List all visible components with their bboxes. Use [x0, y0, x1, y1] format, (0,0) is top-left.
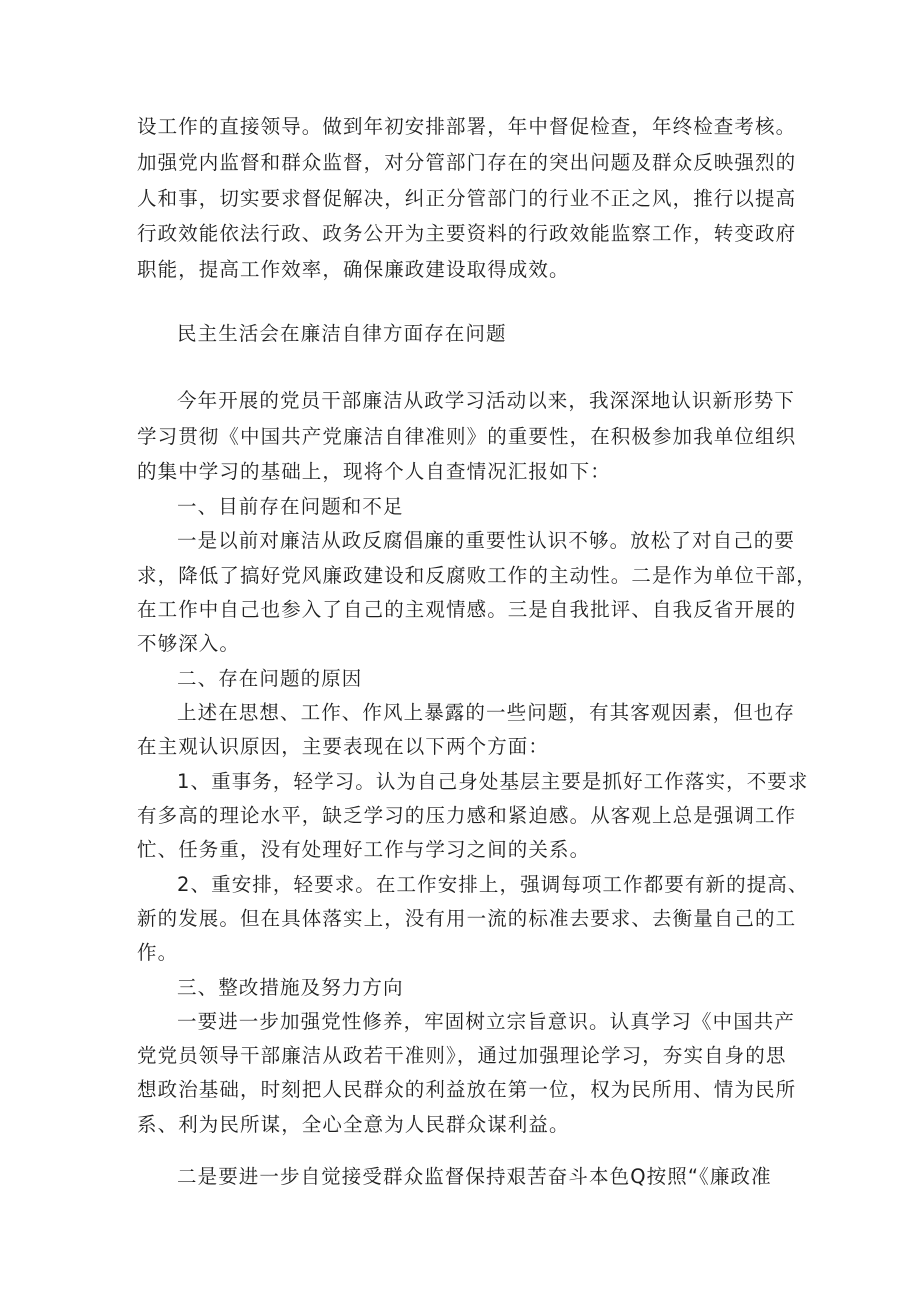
paragraph-line: 一要进一步加强党性修养，牢固树立宗旨意识。认真学习《中国共产 — [177, 1010, 796, 1033]
paragraph-line: 加强党内监督和群众监督，对分管部门存在的突出问题及群众反映强烈的 — [137, 151, 797, 174]
document-title: 民主生活会在廉洁自律方面存在问题 — [177, 322, 507, 345]
paragraph-line: 今年开展的党员干部廉洁从政学习活动以来，我深深地认识新形势下 — [177, 389, 796, 412]
paragraph-line: 的集中学习的基础上，现将个人自查情况汇报如下： — [137, 460, 611, 483]
paragraph-line: 作。 — [137, 941, 179, 964]
paragraph-line: 职能，提高工作效率，确保廉政建设取得成效。 — [137, 258, 570, 281]
paragraph-line: 忙、任务重，没有处理好工作与学习之间的关系。 — [137, 838, 591, 861]
paragraph-line: 新的发展。但在具体落实上，没有用一流的标准去要求、去衡量自己的工 — [137, 907, 797, 930]
paragraph-line: 在工作中自己也参入了自己的主观情感。三是自我批评、自我反省开展的 — [137, 598, 797, 621]
paragraph-line: 党党员领导干部廉洁从政若干准则》，通过加强理论学习，夯实自身的思 — [137, 1044, 787, 1067]
list-item-line: 1、重事务，轻学习。认为自己身处基层主要是抓好工作落实，不要求 — [177, 770, 809, 793]
paragraph-line: 想政治基础，时刻把人民群众的利益放在第一位，权为民所用、情为民所 — [137, 1078, 797, 1101]
paragraph-line: 不够深入。 — [137, 632, 241, 655]
paragraph-line: 一是以前对廉洁从政反腐倡廉的重要性认识不够。放松了对自己的要 — [177, 529, 796, 552]
section-heading: 一、目前存在问题和不足 — [177, 495, 404, 518]
paragraph-line: 行政效能依法行政、政务公开为主要资料的行政效能监察工作，转变政府 — [137, 222, 797, 245]
paragraph-line: 人和事，切实要求督促解决，纠正分管部门的行业不正之风，推行以提高 — [137, 187, 797, 210]
paragraph-line: 有多高的理论水平，缺乏学习的压力感和紧迫感。从客观上总是强调工作 — [137, 804, 797, 827]
paragraph-line: 在主观认识原因，主要表现在以下两个方面： — [137, 735, 550, 758]
paragraph-line: 设工作的直接领导。做到年初安排部署，年中督促检查，年终检查考核。 — [137, 115, 797, 138]
section-heading: 三、整改措施及努力方向 — [177, 976, 404, 999]
list-item-line: 2、重安排，轻要求。在工作安排上，强调每项工作都要有新的提高、 — [177, 873, 809, 896]
paragraph-line: 学习贯彻《中国共产党廉洁自律准则》的重要性，在积极参加我单位组织 — [137, 425, 797, 448]
paragraph-line: 二是要进一步自觉接受群众监督保持艰苦奋斗本色Q按照“《廉政准 — [177, 1165, 772, 1188]
paragraph-line: 求，降低了搞好党风廉政建设和反腐败工作的主动性。二是作为单位干部， — [137, 564, 817, 587]
paragraph-line: 上述在思想、工作、作风上暴露的一些问题，有其客观因素，但也存 — [177, 701, 796, 724]
section-heading: 二、存在问题的原因 — [177, 667, 363, 690]
paragraph-line: 系、利为民所谋，全心全意为人民群众谋利益。 — [137, 1113, 570, 1136]
